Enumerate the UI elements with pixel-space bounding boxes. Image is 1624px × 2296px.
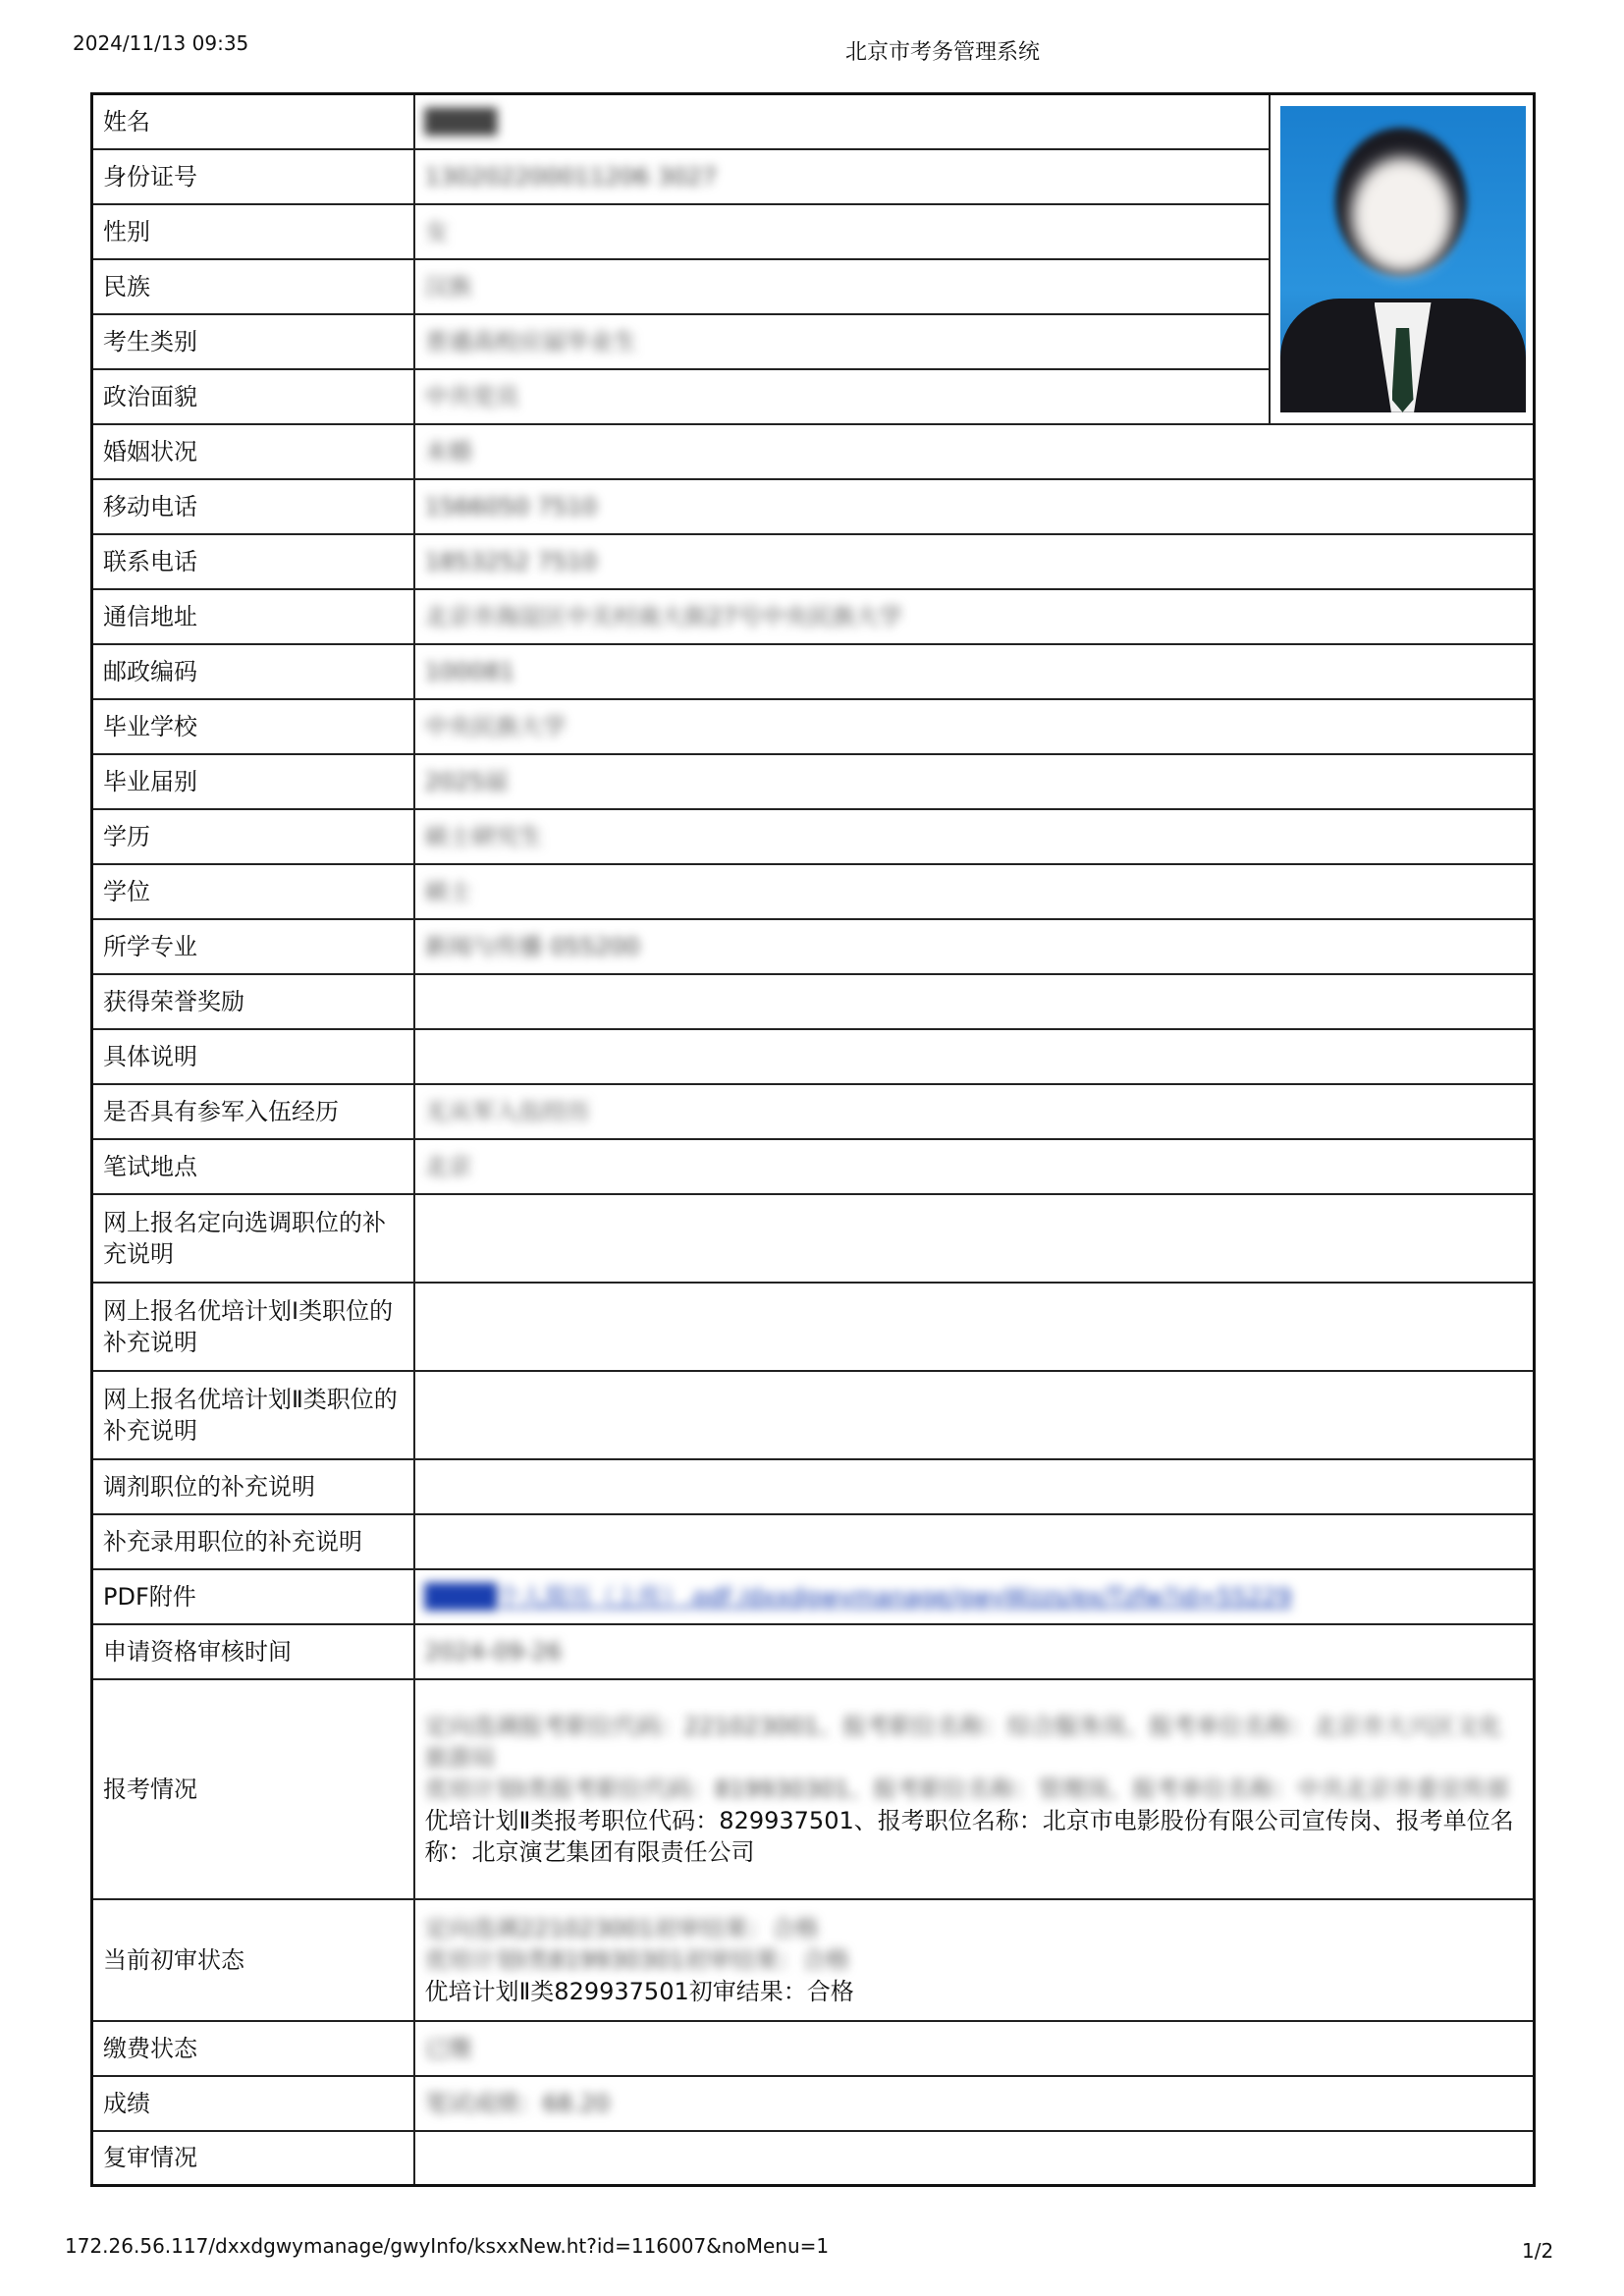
table-row <box>92 1569 1535 1624</box>
application-line-plan-ii: 优培计划Ⅱ类报考职位代码：829937501、报考职位名称：北京市电影股份有限公司宣传岗、报考单位名称：北京演艺集团有限责任公司 <box>424 1806 1514 1866</box>
value-honors <box>414 974 1535 1029</box>
table-row <box>92 1624 1535 1679</box>
table-row <box>92 1679 1535 1899</box>
value-military-experience: 无从军入伍经历 <box>424 1097 590 1125</box>
review-status-details <box>414 1899 1535 2021</box>
row-label-ethnicity: 民族 <box>92 259 414 314</box>
table-row <box>92 699 1535 754</box>
table-row <box>92 2131 1535 2186</box>
table-row <box>92 864 1535 919</box>
row-label-adjusted-position-note: 调剂职位的补充说明 <box>92 1459 414 1514</box>
row-label-application: 报考情况 <box>92 1679 414 1899</box>
table-row <box>92 809 1535 864</box>
pdf-attachment-link[interactable]: ████个人简历（上传）.pdf /dxxdgwymanage/gwyWzzs/ex/Tzfw?id=55229 <box>424 1582 1292 1611</box>
value-directed-position-note <box>414 1194 1535 1283</box>
row-label-id-number: 身份证号 <box>92 149 414 204</box>
row-label-name: 姓名 <box>92 94 414 149</box>
value-contact-phone: 1853252 7510 <box>424 547 598 575</box>
value-candidate-category: 普通高校应届毕业生 <box>424 327 637 355</box>
row-label-score: 成绩 <box>92 2076 414 2131</box>
table-row <box>92 1899 1535 2021</box>
value-exam-location: 北京 <box>424 1152 472 1180</box>
review-status-plan-ii: 优培计划Ⅱ类829937501初审结果：合格 <box>424 1977 854 2005</box>
table-row <box>92 1459 1535 1514</box>
value-adjusted-position-note <box>414 1459 1535 1514</box>
value-plan-ii-position-note <box>414 1371 1535 1459</box>
row-label-details: 具体说明 <box>92 1029 414 1084</box>
table-row <box>92 589 1535 644</box>
value-payment-status: 已缴 <box>424 2034 472 2062</box>
table-row <box>92 1029 1535 1084</box>
table-row <box>92 1283 1535 1371</box>
row-label-gender: 性别 <box>92 204 414 259</box>
value-gender: 女 <box>424 217 449 246</box>
row-label-candidate-category: 考生类别 <box>92 314 414 369</box>
table-row <box>92 534 1535 589</box>
review-status-plan-i: 优培计划Ⅰ类819930301初审结果：合格 <box>424 1945 850 1974</box>
table-row <box>92 94 1535 149</box>
value-plan-i-position-note <box>414 1283 1535 1371</box>
row-label-mobile-phone: 移动电话 <box>92 479 414 534</box>
value-reexam <box>414 2131 1535 2186</box>
row-label-directed-position-note: 网上报名定向选调职位的补充说明 <box>92 1194 414 1283</box>
table-row <box>92 1139 1535 1194</box>
value-degree: 硕士 <box>424 877 472 905</box>
row-label-postal-code: 邮政编码 <box>92 644 414 699</box>
value-graduate-school: 中央民族大学 <box>424 712 567 740</box>
row-label-review-status: 当前初审状态 <box>92 1899 414 2021</box>
row-label-supplementary-position-note: 补充录用职位的补充说明 <box>92 1514 414 1569</box>
row-label-plan-i-position-note: 网上报名优培计划Ⅰ类职位的补充说明 <box>92 1283 414 1371</box>
row-label-graduation-year: 毕业届别 <box>92 754 414 809</box>
value-major: 新闻与传播 055200 <box>424 932 640 960</box>
photo-cell <box>1270 94 1535 424</box>
table-row <box>92 974 1535 1029</box>
table-row <box>92 1371 1535 1459</box>
value-education: 硕士研究生 <box>424 822 543 850</box>
row-label-degree: 学位 <box>92 864 414 919</box>
table-row <box>92 424 1535 479</box>
value-mailing-address: 北京市海淀区中关村南大街27号中央民族大学 <box>424 602 903 630</box>
table-row <box>92 1194 1535 1283</box>
row-label-mailing-address: 通信地址 <box>92 589 414 644</box>
value-marital-status: 未婚 <box>424 437 472 465</box>
row-label-exam-location: 笔试地点 <box>92 1139 414 1194</box>
table-row <box>92 2021 1535 2076</box>
row-label-honors: 获得荣誉奖励 <box>92 974 414 1029</box>
row-label-military-experience: 是否具有参军入伍经历 <box>92 1084 414 1139</box>
value-mobile-phone: 1566050 7510 <box>424 492 598 520</box>
table-row <box>92 754 1535 809</box>
row-label-reexam: 复审情况 <box>92 2131 414 2186</box>
row-label-marital-status: 婚姻状况 <box>92 424 414 479</box>
value-political-status: 中共党员 <box>424 382 519 410</box>
row-label-contact-phone: 联系电话 <box>92 534 414 589</box>
value-details <box>414 1029 1535 1084</box>
table-row <box>92 1084 1535 1139</box>
page-url: 172.26.56.117/dxxdgwymanage/gwyInfo/ksxxNew.ht?id=116007&noMenu=1 <box>65 2234 830 2258</box>
table-row <box>92 919 1535 974</box>
value-postal-code: 100081 <box>424 657 515 685</box>
applicant-info-table <box>90 92 1536 2187</box>
value-score: 笔试成绩：68.20 <box>424 2089 611 2117</box>
row-label-major: 所学专业 <box>92 919 414 974</box>
row-label-payment-status: 缴费状态 <box>92 2021 414 2076</box>
value-name: ████ <box>424 107 498 136</box>
application-details <box>414 1679 1535 1899</box>
value-graduation-year: 2025届 <box>424 767 509 795</box>
value-supplementary-position-note <box>414 1514 1535 1569</box>
table-row <box>92 479 1535 534</box>
application-line-directed: 定向选调报考职位代码：221023001、报考职位名称：综合服务岗、报考单位名称：北京市大兴区文化旅游局 <box>424 1712 1502 1772</box>
row-label-political-status: 政治面貌 <box>92 369 414 424</box>
applicant-photo <box>1280 106 1526 412</box>
value-id-number: 130202200011206 3027 <box>424 162 718 191</box>
table-row <box>92 2076 1535 2131</box>
application-line-plan-i: 优培计划Ⅰ类报考职位代码：819930301、报考职位名称：管理岗、报考单位名称：中共北京市委宣传部 <box>424 1775 1510 1803</box>
row-label-review-apply-time: 申请资格审核时间 <box>92 1624 414 1679</box>
row-label-graduate-school: 毕业学校 <box>92 699 414 754</box>
value-ethnicity: 汉族 <box>424 272 472 301</box>
row-label-plan-ii-position-note: 网上报名优培计划Ⅱ类职位的补充说明 <box>92 1371 414 1459</box>
value-review-apply-time: 2024-09-26 <box>424 1637 562 1666</box>
table-row <box>92 644 1535 699</box>
row-label-education: 学历 <box>92 809 414 864</box>
row-label-pdf-attachment: PDF附件 <box>92 1569 414 1624</box>
page-number: 1/2 <box>1522 2239 1554 2263</box>
table-row <box>92 1514 1535 1569</box>
print-timestamp: 2024/11/13 09:35 <box>73 31 249 55</box>
system-title: 北京市考务管理系统 <box>844 40 1040 65</box>
review-status-directed: 定向选调221023001初审结果：合格 <box>424 1914 819 1942</box>
